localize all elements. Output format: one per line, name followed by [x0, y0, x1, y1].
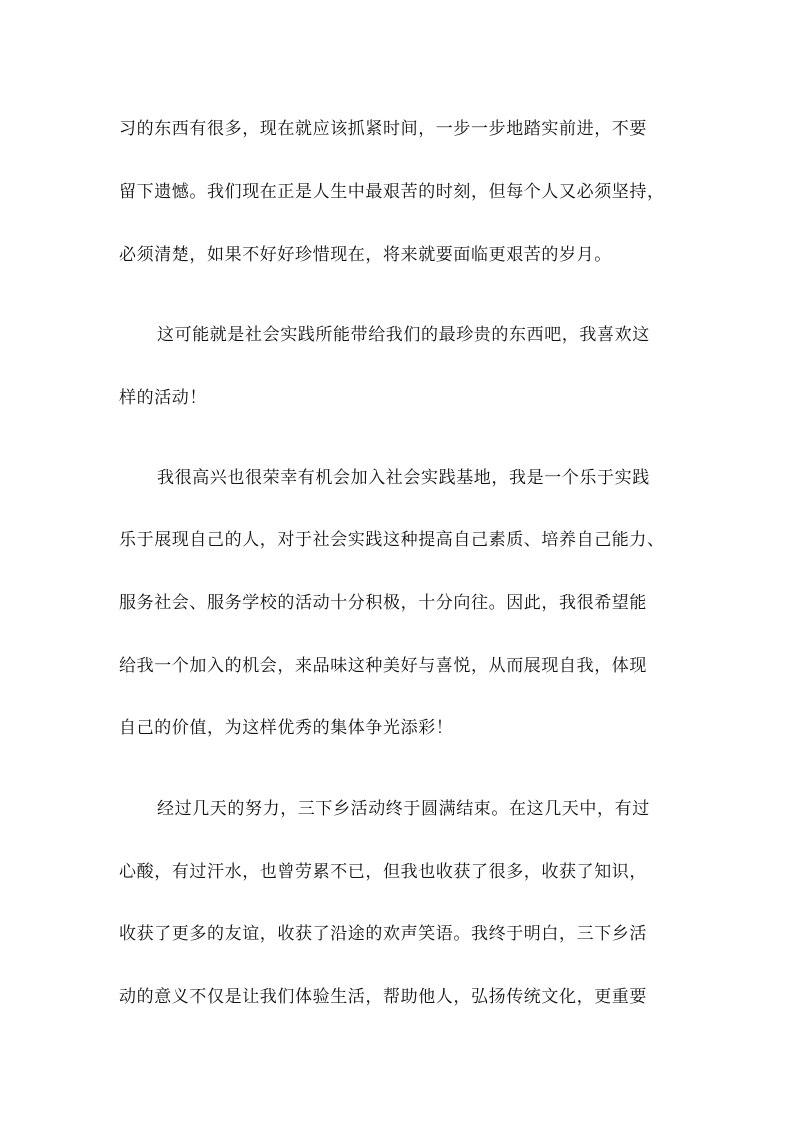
text-line: 给我一个加入的机会，来品味这种美好与喜悦，从而展现自我，体现	[119, 656, 647, 676]
text-line: 必须清楚，如果不好好珍惜现在，将来就要面临更艰苦的岁月。	[119, 245, 612, 265]
text-line: 经过几天的努力，三下乡活动终于圆满结束。在这几天中，有过	[157, 799, 650, 819]
text-line: 乐于展现自己的人，对于社会实践这种提高自己素质、培养自己能力、	[119, 530, 665, 550]
text-line: 我很高兴也很荣幸有机会加入社会实践基地，我是一个乐于实践	[157, 468, 650, 488]
text-line: 动的意义不仅是让我们体验生活，帮助他人，弘扬传统文化，更重要	[119, 987, 647, 1007]
text-line: 习的东西有很多，现在就应该抓紧时间，一步一步地踏实前进，不要	[119, 119, 647, 139]
text-line: 留下遗憾。我们现在正是人生中最艰苦的时刻，但每个人又必须坚持，	[119, 182, 665, 202]
text-line: 服务社会、服务学校的活动十分积极，十分向往。因此，我很希望能	[119, 593, 647, 613]
text-line: 自己的价值，为这样优秀的集体争光添彩！	[119, 718, 454, 738]
text-line: 这可能就是社会实践所能带给我们的最珍贵的东西吧，我喜欢这	[157, 325, 650, 345]
text-line: 样的活动！	[119, 388, 207, 408]
text-line: 心酸，有过汗水，也曾劳累不已，但我也收获了很多，收获了知识，	[119, 862, 647, 882]
text-line: 收获了更多的友谊，收获了沿途的欢声笑语。我终于明白，三下乡活	[119, 924, 647, 944]
